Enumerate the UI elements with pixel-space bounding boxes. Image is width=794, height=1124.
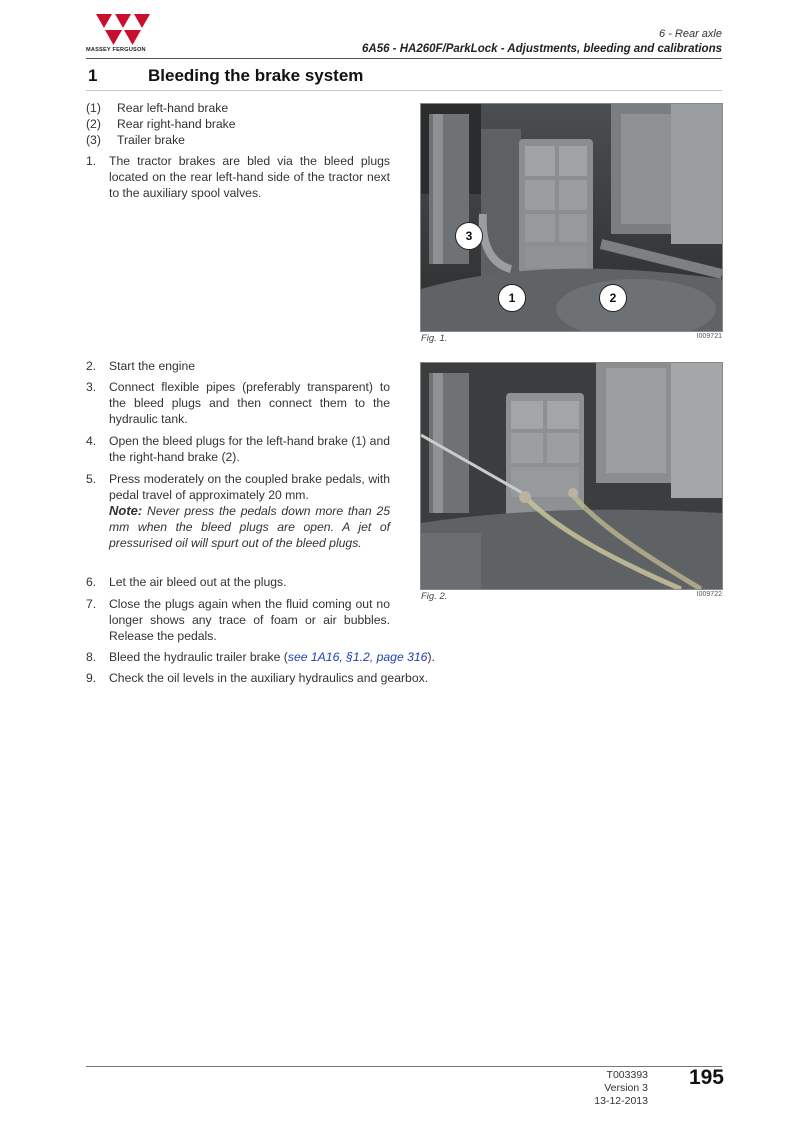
step-3: 3. Connect flexible pipes (preferably transparent) to the bleed plugs and then connect them to the hydraulic tank. xyxy=(86,380,390,426)
massey-ferguson-logo xyxy=(86,14,166,56)
cross-reference-link[interactable]: see 1A16, §1.2, page 316 xyxy=(287,650,428,664)
section-label: 6 - Rear axle xyxy=(659,28,722,40)
step-2: 2. Start the engine xyxy=(86,359,196,373)
legend-item: (2) Rear right-hand brake xyxy=(86,117,236,131)
step-7: 7. Close the plugs again when the fluid coming out no longer shows any trace of foam or air bubbles. Release the pedals. xyxy=(86,597,390,643)
heading-divider xyxy=(86,90,722,91)
bleeding-pipes-photo-illustration xyxy=(421,363,722,589)
figure-1-caption: Fig. 1. xyxy=(421,333,448,344)
heading-number: 1 xyxy=(88,66,98,85)
footer-divider xyxy=(86,1066,722,1067)
figure-1-ref: I009721 xyxy=(696,333,722,340)
figure-2-ref: I009722 xyxy=(696,591,722,598)
step-8: 8. Bleed the hydraulic trailer brake (see 1A16, §1.2, page 316). xyxy=(86,650,435,664)
page-number: 195 xyxy=(688,1066,724,1089)
document-title: 6A56 - HA260F/ParkLock - Adjustments, bleeding and calibrations xyxy=(362,43,722,55)
step-1: 1. The tractor brakes are bled via the bleed plugs located on the rear left-hand side of the tractor next to the auxiliary spool valves. xyxy=(86,154,390,200)
document-version: Version 3 xyxy=(604,1082,648,1094)
step-9: 9. Check the oil levels in the auxiliary hydraulics and gearbox. xyxy=(86,671,429,685)
figure-2-caption: Fig. 2. xyxy=(421,591,448,602)
document-reference: T003393 xyxy=(606,1069,648,1081)
brand-name: MASSEY FERGUSON xyxy=(86,47,146,53)
callout-2: 2 xyxy=(599,284,627,312)
note-label: Note: xyxy=(109,503,143,518)
figure-1-photo xyxy=(420,103,723,332)
step-4: 4. Open the bleed plugs for the left-hand brake (1) and the right-hand brake (2). xyxy=(86,434,390,464)
callout-1: 1 xyxy=(498,284,526,312)
document-date: 13-12-2013 xyxy=(594,1095,648,1107)
callout-legend xyxy=(86,100,236,148)
legend-item: (1) Rear left-hand brake xyxy=(86,101,229,115)
step-5-text: Press moderately on the coupled brake pedals, with pedal travel of approximately 20 mm. xyxy=(109,472,390,502)
note-block xyxy=(109,503,390,551)
note-text: Never press the pedals down more than 25 mm when the bleed plugs are open. A jet of pressurised oil will spurt out of the bleed plugs. xyxy=(109,504,390,550)
step-6: 6. Let the air bleed out at the plugs. xyxy=(86,575,287,589)
triple-triangle-logo-icon xyxy=(96,14,150,46)
page-heading: Bleeding the brake system xyxy=(148,66,364,85)
callout-3: 3 xyxy=(455,222,483,250)
legend-item: (3) Trailer brake xyxy=(86,133,185,147)
brake-valve-photo-illustration xyxy=(421,104,722,331)
figure-2-photo xyxy=(420,362,723,590)
step-5: 5. Press moderately on the coupled brake pedals, with pedal travel of approximately 20 mm. Note: Never press the pedals down more than 25 mm when the bleed plugs are open. A jet of pressurised oil will spurt out of the bleed plugs. xyxy=(86,472,390,550)
header-divider xyxy=(86,58,722,59)
